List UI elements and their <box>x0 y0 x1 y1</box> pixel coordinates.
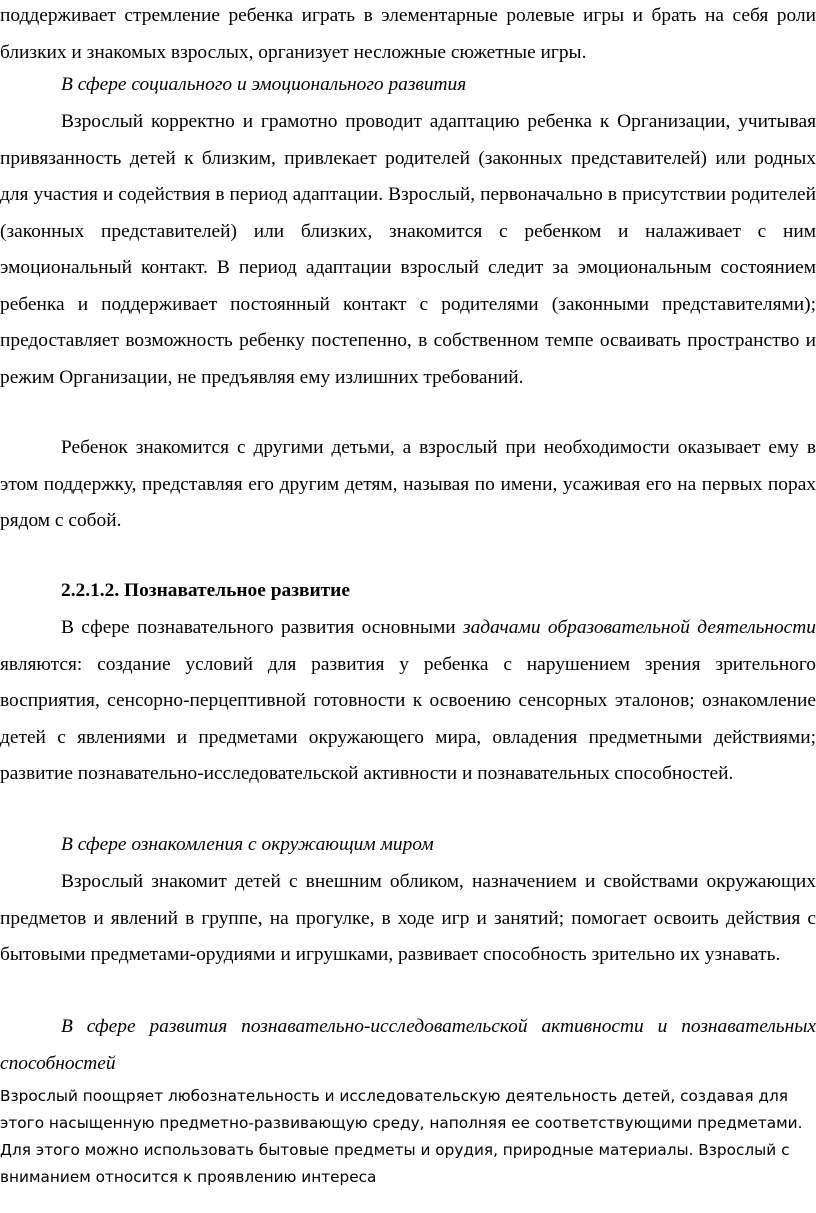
paragraph-cognitive-tasks-part2: являются: создание условий для развития у ребенка с нарушением зрения зрительного восприятия, сенсорно-перцептивной готовности к освоению сенсорных эталонов; ознакомление детей с явлениями и предметами окружающего мира, овладения предметными действиями; развитие познавательно-исследовательской активности и познавательных способностей. <box>0 653 816 784</box>
paragraph-adaptation: Взрослый корректно и грамотно проводит адаптацию ребенка к Организации, учитывая привязанность детей к близким, привлекает родителей (законных представителей) или родных для участия и содействия в период адаптации. Взрослый, первоначально в присутствии родителей (законных представителей) или близких, знакомится с ребенком и налаживает с ним эмоциональный контакт. В период адаптации взрослый следит за эмоциональным состоянием ребенка и поддерживает постоянный контакт с родителями (законными представителями); предоставляет возможность ребенку постепенно, в собственном темпе осваивать пространство и режим Организации, не предъявляя ему излишних требований. <box>0 111 816 388</box>
subheading-research-activity: В сфере развития познавательно-исследовательской активности и познавательных способностей <box>0 1016 816 1074</box>
paragraph-meeting-children: Ребенок знакомится с другими детьми, а взрослый при необходимости оказывает ему в этом поддержку, представляя его другим детям, называя по имени, усаживая его на первых порах рядом с собой. <box>0 437 816 531</box>
paragraph-cognitive-tasks-part1: В сфере познавательного развития основными <box>61 617 464 638</box>
paragraph-curiosity-line-3: Для этого можно использовать бытовые предметы и орудия, природные материалы. Взрослый с <box>0 1141 790 1159</box>
paragraph-cognitive-tasks-italic: задачами образовательной деятельности <box>463 617 816 638</box>
subheading-environment: В сфере ознакомления с окружающим миром <box>61 834 434 855</box>
paragraph-curiosity-line-2: этого насыщенную предметно-развивающую среду, наполняя ее соответствующими предметами. <box>0 1114 803 1132</box>
paragraph-curiosity-line-4: вниманием относится к проявлению интереса <box>0 1168 377 1186</box>
paragraph-cognitive-tasks <box>0 610 816 793</box>
subheading-social-emotional: В сфере социального и эмоционального развития <box>61 74 467 95</box>
paragraph-play-support: поддерживает стремление ребенка играть в элементарные ролевые игры и брать на себя роли близких и знакомых взрослых, организует несложные сюжетные игры. <box>0 5 816 63</box>
paragraph-objects: Взрослый знакомит детей с внешним обликом, назначением и свойствами окружающих предметов и явлений в группе, на прогулке, в ходе игр и занятий; помогает освоить действия с бытовыми предметами-орудиями и игрушками, развивает способность зрительно их узнавать. <box>0 871 816 965</box>
paragraph-curiosity-line-1: Взрослый поощряет любознательность и исследовательскую деятельность детей, создавая для <box>0 1087 788 1105</box>
section-heading-cognitive: 2.2.1.2. Познавательное развитие <box>61 580 350 601</box>
